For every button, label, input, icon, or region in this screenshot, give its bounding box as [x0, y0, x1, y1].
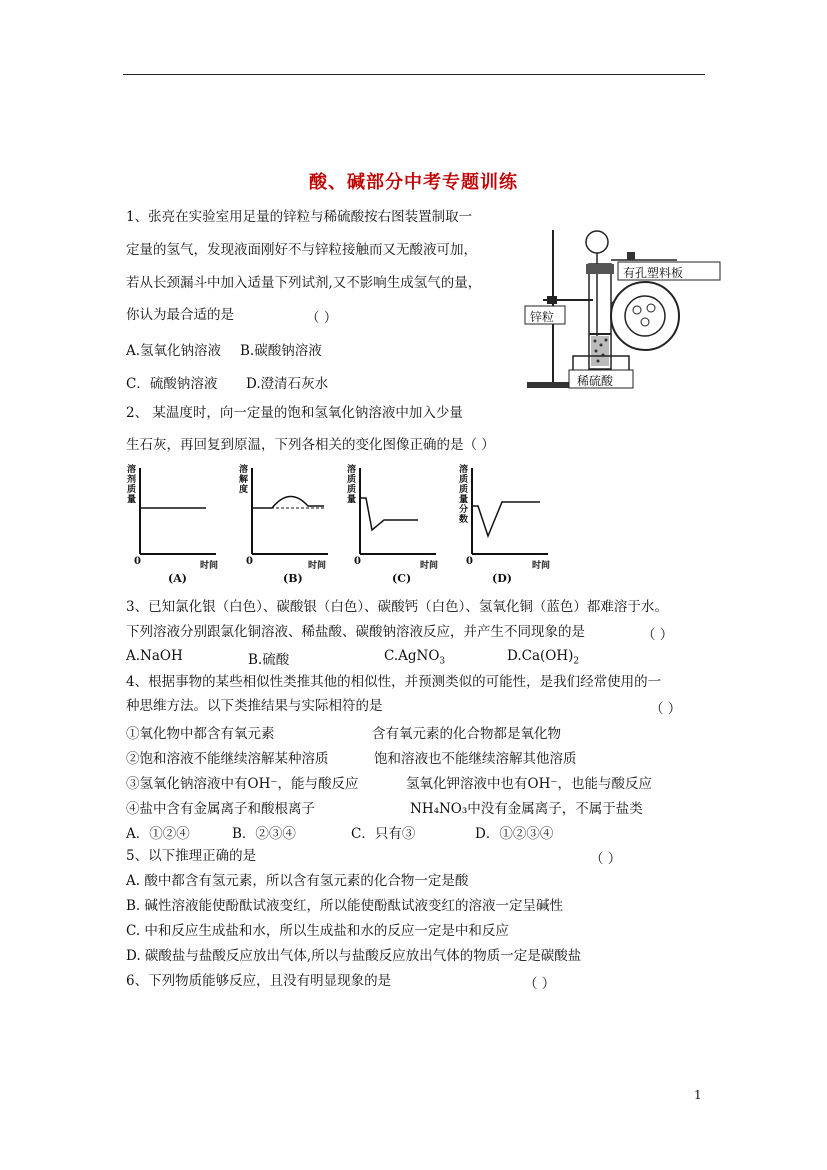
graph-d-curve	[472, 502, 540, 536]
graph-d-xlabel: 时间	[532, 561, 551, 571]
graph-c-caption: (C)	[392, 572, 412, 585]
q4-item-2-left: ②饱和溶液不能继续溶解某种溶质	[126, 751, 329, 767]
q3-answer-paren: （ ）	[642, 627, 674, 643]
figure-label-plate: 有孔塑料板	[623, 266, 684, 280]
q4-item-4-left: ④盐中含有金属离子和酸根离子	[126, 801, 315, 817]
q1-answer-paren: （ ）	[306, 310, 338, 326]
q1-option-c: C．硫酸钠溶液	[126, 376, 218, 392]
q5-option-c: C. 中和反应生成盐和水，所以生成盐和水的反应一定是中和反应	[126, 923, 509, 939]
graph-a-ylabel: 溶剂质量	[127, 465, 137, 505]
q3-line-1: 3、已知氯化银（白色）、碳酸银（白色）、碳酸钙（白色）、氢氧化铜（蓝色）都难溶于水。	[126, 599, 668, 615]
header-rule	[123, 74, 705, 75]
graph-a-origin: 0	[134, 556, 141, 567]
page-number: 1	[694, 1088, 702, 1102]
graph-a-xlabel: 时间	[200, 561, 219, 571]
q4-item-4-right: NH₄NO₃中没有金属离子，不属于盐类	[410, 801, 643, 817]
q4-option-a: A．①②④	[126, 826, 190, 842]
q2-line-1: 2、 某温度时，向一定量的饱和氢氧化钠溶液中加入少量	[126, 405, 463, 421]
graph-d-ylabel: 溶质质量分数	[459, 465, 469, 525]
graph-b-origin: 0	[246, 556, 253, 567]
q1-option-a: A.氢氧化钠溶液	[126, 343, 222, 359]
q3-option-b: B.硫酸	[248, 652, 290, 668]
q6-answer-paren: （ ）	[524, 976, 556, 992]
graph-c-curve	[360, 498, 418, 530]
q4-item-2-right: 饱和溶液也不能继续溶解其他溶质	[374, 751, 577, 767]
q5-option-b: B. 碱性溶液能使酚酞试液变红，所以能使酚酞试液变红的溶液一定呈碱性	[126, 898, 564, 914]
q5-line: 5、以下推理正确的是	[126, 848, 257, 864]
q4-line-1: 4、根据事物的某些相似性类推其他的相似性，并预测类似的可能性，是我们经常使用的一	[126, 674, 662, 690]
q1-option-d: D.澄清石灰水	[246, 376, 329, 392]
graph-b-caption: (B)	[283, 572, 303, 585]
q5-answer-paren: （ ）	[590, 851, 622, 867]
figure-label-zinc: 锌粒	[530, 310, 555, 324]
q1-line-1: 1、张亮在实验室用足量的锌粒与稀硫酸按右图装置制取一	[126, 209, 473, 225]
q1-line-3: 若从长颈漏斗中加入适量下列试剂,又不影响生成氢气的量，	[126, 275, 482, 291]
q1-option-b: B.碳酸钠溶液	[240, 343, 322, 359]
q4-option-d: D．①②③④	[475, 826, 554, 842]
q1-line-2: 定量的氢气，发现液面刚好不与锌粒接触而又无酸液可加，	[126, 242, 477, 258]
graph-a-caption: (A)	[168, 572, 187, 585]
q4-option-c: C．只有③	[351, 826, 416, 842]
q2-line-2: 生石灰，再回复到原温，下列各相关的变化图像正确的是（ ）	[126, 437, 495, 453]
q3-option-c: C.AgNO$_3$	[384, 648, 446, 667]
q4-line-2: 种思维方法。以下类推结果与实际相符的是	[126, 698, 383, 714]
figure-label-acid: 稀硫酸	[577, 374, 614, 388]
graph-d-origin: 0	[466, 556, 473, 567]
q4-item-3-left: ③氢氧化钠溶液中有OH⁻，能与酸反应	[126, 776, 359, 792]
q5-option-d: D. 碳酸盐与盐酸反应放出气体,所以与盐酸反应放出气体的物质一定是碳酸盐	[126, 948, 582, 964]
q4-item-1-right: 含有氧元素的化合物都是氧化物	[372, 726, 561, 742]
q5-option-a: A. 酸中都含有氢元素，所以含有氢元素的化合物一定是酸	[126, 873, 469, 889]
q4-item-3-right: 氢氧化钾溶液中也有OH⁻，也能与酸反应	[406, 776, 652, 792]
q4-item-1-left: ①氧化物中都含有氧元素	[126, 726, 275, 742]
graph-c-origin: 0	[354, 556, 361, 567]
q4-option-b: B．②③④	[232, 826, 296, 842]
q6-line: 6、下列物质能够反应，且没有明显现象的是	[126, 973, 392, 989]
q3-option-d: $D.Ca(OH)_2$	[507, 648, 580, 667]
graph-b-curve	[252, 496, 324, 508]
q4-answer-paren: （ ）	[650, 701, 682, 717]
graph-c-xlabel: 时间	[420, 561, 439, 571]
graph-d-caption: (D)	[492, 572, 512, 585]
graph-b-ylabel: 溶解度	[239, 465, 249, 495]
page-title: 酸、碱部分中考专题训练	[309, 172, 518, 193]
q3-option-a: A.NaOH	[126, 648, 183, 664]
q1-line-4: 你认为最合适的是	[126, 307, 234, 323]
graph-b-xlabel: 时间	[308, 561, 327, 571]
q3-line-2: 下列溶液分别跟氯化铜溶液、稀盐酸、碳酸钠溶液反应，并产生不同现象的是	[126, 624, 585, 640]
graph-c-ylabel: 溶质质量	[347, 465, 357, 505]
